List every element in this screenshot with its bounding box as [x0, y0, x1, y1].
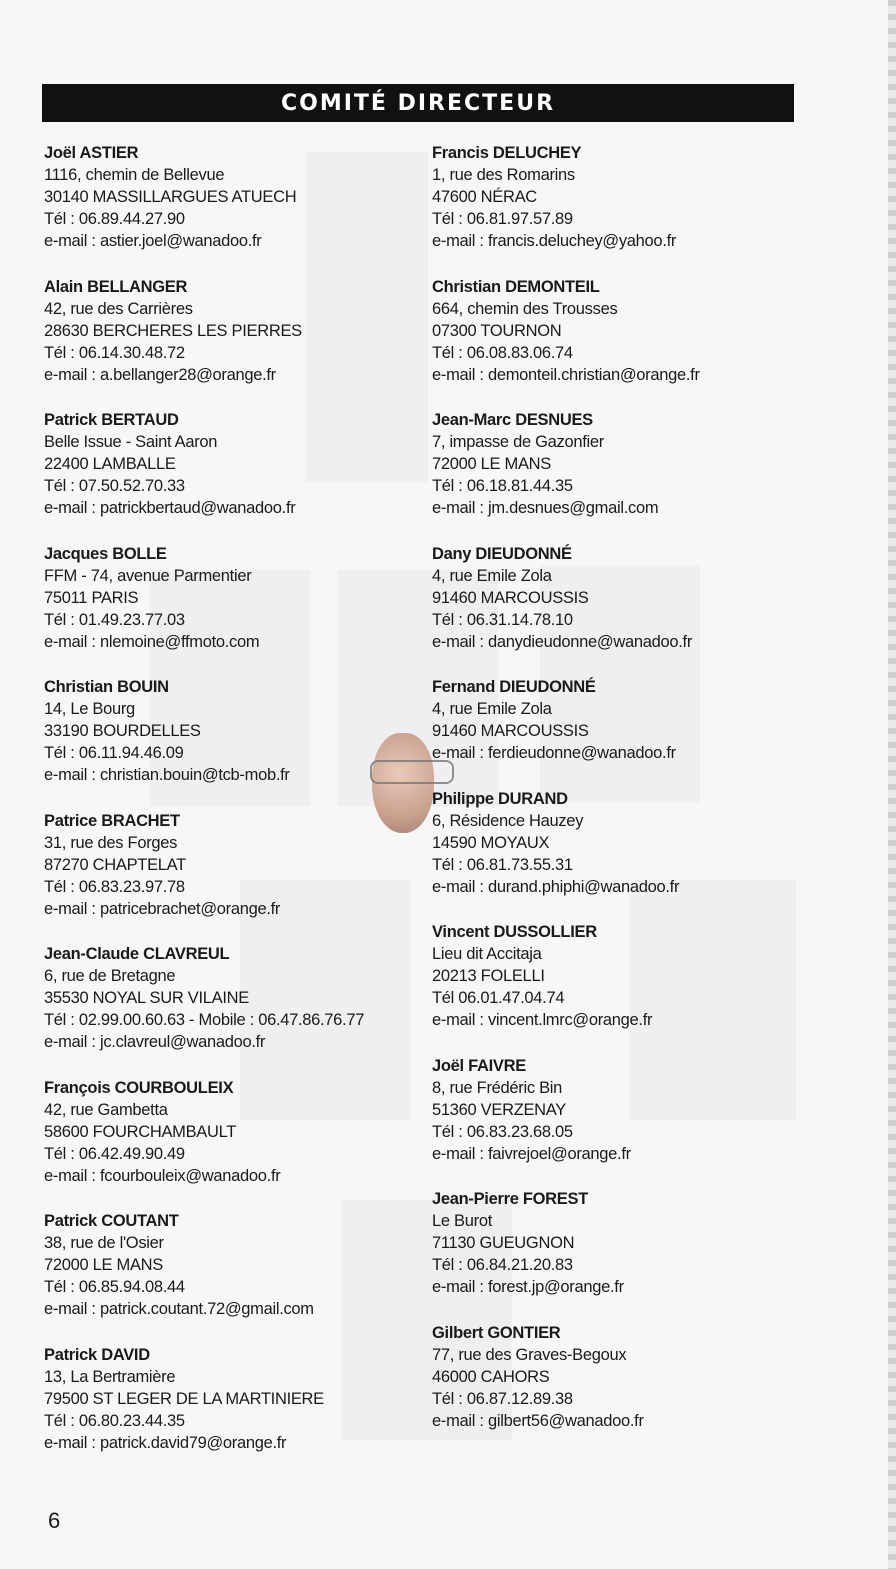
member-entry	[44, 276, 424, 410]
email-line[interactable]: e-mail : patrick.david79@orange.fr	[44, 1433, 287, 1452]
email-line[interactable]: e-mail : durand.phiphi@wanadoo.fr	[432, 877, 680, 896]
member-name: Patrick DAVID	[44, 1345, 150, 1364]
right-column	[432, 142, 812, 1455]
phone-line: Tél : 06.81.97.57.89	[432, 210, 573, 228]
address-line: 77, rue des Graves-Begoux	[432, 1345, 627, 1364]
city-line: 72000 LE MANS	[44, 1256, 164, 1274]
phone-line: Tél : 06.11.94.46.09	[44, 744, 184, 762]
address-line: 4, rue Emile Zola	[432, 566, 552, 585]
banner-title: COMITÉ DIRECTEUR	[280, 90, 556, 116]
city-line: 75011 PARIS	[44, 588, 139, 607]
phone-line: Tél : 06.18.81.44.35	[432, 477, 573, 495]
member-entry	[432, 276, 812, 410]
member-entry	[432, 788, 812, 922]
address-line: 6, Résidence Hauzey	[432, 811, 584, 830]
member-entry	[44, 1344, 424, 1478]
city-line: 20213 FOLELLI	[432, 967, 545, 985]
city-line: 14590 MOYAUX	[432, 833, 550, 852]
member-name: Jean-Pierre FOREST	[432, 1190, 588, 1208]
city-line: 28630 BERCHERES LES PIERRES	[44, 321, 302, 340]
member-name: Patrick COUTANT	[44, 1212, 179, 1230]
member-name: Jean-Claude CLAVREUL	[44, 945, 230, 963]
city-line: 22400 LAMBALLE	[44, 455, 176, 473]
email-line[interactable]: e-mail : gilbert56@wanadoo.fr	[432, 1411, 644, 1430]
member-name: Christian DEMONTEIL	[432, 277, 600, 296]
member-name: François COURBOULEIX	[44, 1078, 234, 1097]
phone-line: Tél : 06.31.14.78.10	[432, 610, 573, 629]
email-line[interactable]: e-mail : nlemoine@ffmoto.com	[44, 632, 260, 651]
perforated-edge	[888, 0, 896, 1569]
city-line: 58600 FOURCHAMBAULT	[44, 1122, 237, 1141]
city-line: 47600 NÉRAC	[432, 188, 537, 206]
member-entry	[44, 1077, 424, 1211]
address-line: 13, La Bertramière	[44, 1367, 176, 1386]
member-name: Vincent DUSSOLLIER	[432, 923, 597, 941]
city-line: 71130 GUEUGNON	[432, 1234, 575, 1252]
city-line: 87270 CHAPTELAT	[44, 855, 186, 874]
email-line[interactable]: e-mail : vincent.lmrc@orange.fr	[432, 1011, 653, 1029]
city-line: 35530 NOYAL SUR VILAINE	[44, 989, 249, 1007]
phone-line: Tél : 06.83.23.97.78	[44, 877, 185, 896]
address-line: 42, rue Gambetta	[44, 1100, 168, 1119]
address-line: 1116, chemin de Bellevue	[44, 166, 225, 184]
phone-line: Tél : 06.81.73.55.31	[432, 855, 573, 874]
email-line[interactable]: e-mail : christian.bouin@tcb-mob.fr	[44, 766, 290, 784]
address-line: 4, rue Emile Zola	[432, 700, 552, 718]
member-entry	[432, 142, 812, 276]
city-line: 46000 CAHORS	[432, 1367, 550, 1386]
phone-line: Tél : 01.49.23.77.03	[44, 610, 185, 629]
address-line: 6, rue de Bretagne	[44, 967, 176, 985]
email-line[interactable]: e-mail : ferdieudonne@wanadoo.fr	[432, 744, 676, 762]
member-name: Dany DIEUDONNÉ	[432, 544, 572, 563]
member-name: Christian BOUIN	[44, 678, 169, 696]
member-entry	[432, 409, 812, 543]
address-line: 38, rue de l'Osier	[44, 1234, 164, 1252]
address-line: 1, rue des Romarins	[432, 166, 575, 184]
phone-line: Tél : 07.50.52.70.33	[44, 477, 185, 495]
city-line: 79500 ST LEGER DE LA MARTINIERE	[44, 1389, 324, 1408]
email-line[interactable]: e-mail : jc.clavreul@wanadoo.fr	[44, 1033, 266, 1051]
city-line: 72000 LE MANS	[432, 455, 552, 473]
member-name: Patrick BERTAUD	[44, 411, 179, 429]
member-name: Francis DELUCHEY	[432, 144, 582, 162]
phone-line: Tél : 06.80.23.44.35	[44, 1411, 185, 1430]
email-line[interactable]: e-mail : francis.deluchey@yahoo.fr	[432, 232, 677, 250]
phone-line: Tél : 06.42.49.90.49	[44, 1144, 185, 1163]
phone-line: Tél : 02.99.00.60.63 - Mobile : 06.47.86.76.77	[44, 1011, 365, 1029]
member-entry	[432, 921, 812, 1055]
address-line: Le Burot	[432, 1212, 492, 1230]
member-name: Patrice BRACHET	[44, 811, 180, 830]
email-line[interactable]: e-mail : a.bellanger28@orange.fr	[44, 365, 276, 384]
member-entry	[44, 543, 424, 677]
member-entry	[432, 1055, 812, 1189]
city-line: 07300 TOURNON	[432, 321, 562, 340]
phone-line: Tél : 06.08.83.06.74	[432, 343, 573, 362]
member-entry	[44, 409, 424, 543]
member-entry	[432, 1322, 812, 1456]
email-line[interactable]: e-mail : demonteil.christian@orange.fr	[432, 365, 700, 384]
phone-line: Tél : 06.87.12.89.38	[432, 1389, 573, 1408]
address-line: 42, rue des Carrières	[44, 299, 193, 318]
email-line[interactable]: e-mail : danydieudonne@wanadoo.fr	[432, 632, 693, 651]
address-line: 14, Le Bourg	[44, 700, 135, 718]
city-line: 30140 MASSILLARGUES ATUECH	[44, 188, 297, 206]
left-column	[44, 142, 424, 1477]
member-name: Alain BELLANGER	[44, 277, 188, 296]
member-name: Jacques BOLLE	[44, 544, 167, 563]
email-line[interactable]: e-mail : forest.jp@orange.fr	[432, 1278, 624, 1296]
member-name: Jean-Marc DESNUES	[432, 411, 593, 429]
address-line: FFM - 74, avenue Parmentier	[44, 566, 252, 585]
member-entry	[44, 810, 424, 944]
phone-line: Tél : 06.14.30.48.72	[44, 343, 185, 362]
member-entry	[44, 1210, 424, 1344]
address-line: 7, impasse de Gazonfier	[432, 433, 604, 451]
address-line: Lieu dit Accitaja	[432, 945, 542, 963]
member-name: Joël ASTIER	[44, 144, 139, 162]
email-line[interactable]: e-mail : jm.desnues@gmail.com	[432, 499, 659, 517]
phone-line: Tél : 06.83.23.68.05	[432, 1122, 573, 1141]
email-line[interactable]: e-mail : patrickbertaud@wanadoo.fr	[44, 499, 296, 517]
email-line[interactable]: e-mail : patrick.coutant.72@gmail.com	[44, 1300, 314, 1318]
city-line: 91460 MARCOUSSIS	[432, 722, 589, 740]
member-name: Fernand DIEUDONNÉ	[432, 678, 596, 696]
member-entry	[432, 676, 812, 788]
address-line: 664, chemin des Trousses	[432, 299, 618, 318]
member-name: Philippe DURAND	[432, 789, 568, 808]
member-entry	[432, 543, 812, 677]
email-line[interactable]: e-mail : faivrejoel@orange.fr	[432, 1144, 631, 1163]
phone-line: Tél : 06.85.94.08.44	[44, 1278, 185, 1296]
member-entry	[44, 943, 424, 1077]
email-line[interactable]: e-mail : astier.joel@wanadoo.fr	[44, 232, 262, 250]
member-name: Gilbert GONTIER	[432, 1323, 561, 1342]
phone-line: Tél : 06.84.21.20.83	[432, 1256, 573, 1274]
email-line[interactable]: e-mail : patricebrachet@orange.fr	[44, 899, 281, 918]
city-line: 91460 MARCOUSSIS	[432, 588, 589, 607]
member-entry	[44, 142, 424, 276]
phone-line: Tél 06.01.47.04.74	[432, 989, 565, 1007]
member-entry	[432, 1188, 812, 1322]
address-line: 31, rue des Forges	[44, 833, 178, 852]
address-line: Belle Issue - Saint Aaron	[44, 433, 218, 451]
member-name: Joël FAIVRE	[432, 1056, 526, 1075]
email-line[interactable]: e-mail : fcourbouleix@wanadoo.fr	[44, 1166, 281, 1185]
address-line: 8, rue Frédéric Bin	[432, 1078, 563, 1097]
member-entry	[44, 676, 424, 810]
page-number: 6	[48, 1508, 61, 1533]
city-line: 33190 BOURDELLES	[44, 722, 201, 740]
city-line: 51360 VERZENAY	[432, 1100, 566, 1119]
section-banner	[42, 84, 794, 122]
phone-line: Tél : 06.89.44.27.90	[44, 210, 185, 228]
